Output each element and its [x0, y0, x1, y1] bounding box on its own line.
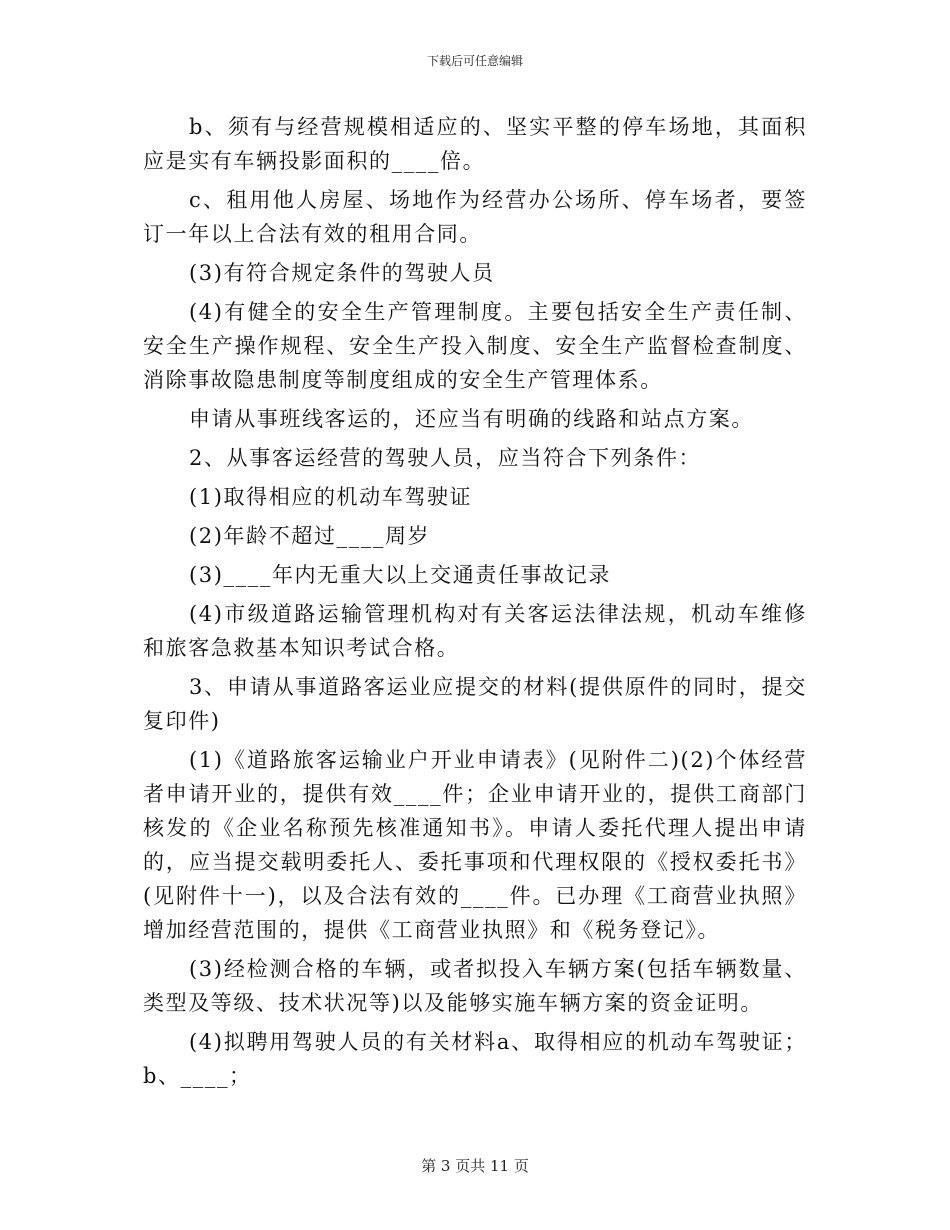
paragraph-driver-materials: (4)拟聘用驾驶人员的有关材料a、取得相应的机动车驾驶证；b、____；: [143, 1030, 807, 1088]
paragraph-driver-conditions: 2、从事客运经营的驾驶人员，应当符合下列条件：: [189, 446, 702, 470]
paragraph-qualified-drivers: (3)有符合规定条件的驾驶人员: [189, 261, 495, 285]
paragraph-vehicle-plan: (3)经检测合格的车辆，或者拟投入车辆方案(包括车辆数量、类型及等级、技术状况等)以及能够实施车辆方案的资金证明。: [143, 957, 807, 1015]
paragraph-parking-area: b、须有与经营规模相适应的、坚实平整的停车场地，其面积应是实有车辆投影面积的____倍。: [143, 115, 807, 173]
paragraph-age-limit: (2)年龄不超过____周岁: [189, 524, 431, 548]
page-header-note: 下载后可任意编辑: [426, 54, 523, 68]
paragraph-exam: (4)市级道路运输管理机构对有关客运法律法规，机动车维修和旅客急救基本知识考试合格。: [143, 602, 807, 660]
document-body: [143, 110, 807, 1093]
paragraph-application-form: (1)《道路旅客运输业户开业申请表》(见附件二)(2)个体经营者申请开业的，提供有效____件；企业申请开业的，提供工商部门核发的《企业名称预先核准通知书》。申请人委托代理人提出申请的，应当提交载明委托人、委托事项和代理权限的《授权委托书》(见附件十一)，以及合法有效的____件。已办理《工商营业执照》增加经营范围的，提供《工商营业执照》和《税务登记》。: [143, 748, 807, 942]
paragraph-license: (1)取得相应的机动车驾驶证: [189, 485, 473, 509]
paragraph-safety-system: (4)有健全的安全生产管理制度。主要包括安全生产责任制、安全生产操作规程、安全生产投入制度、安全生产监督检查制度、消除事故隐患制度等制度组成的安全生产管理体系。: [143, 300, 807, 392]
paragraph-accident-record: (3)____年内无重大以上交通责任事故记录: [189, 563, 611, 587]
paragraph-lease-contract: c、租用他人房屋、场地作为经营办公场所、停车场者，要签订一年以上合法有效的租用合同。: [143, 188, 807, 246]
paragraph-materials: 3、申请从事道路客运业应提交的材料(提供原件的同时，提交复印件): [143, 675, 807, 733]
page-number: 第 3 页共 11 页: [421, 1157, 529, 1175]
paragraph-route-plan: 申请从事班线客运的，还应当有明确的线路和站点方案。: [189, 407, 754, 431]
